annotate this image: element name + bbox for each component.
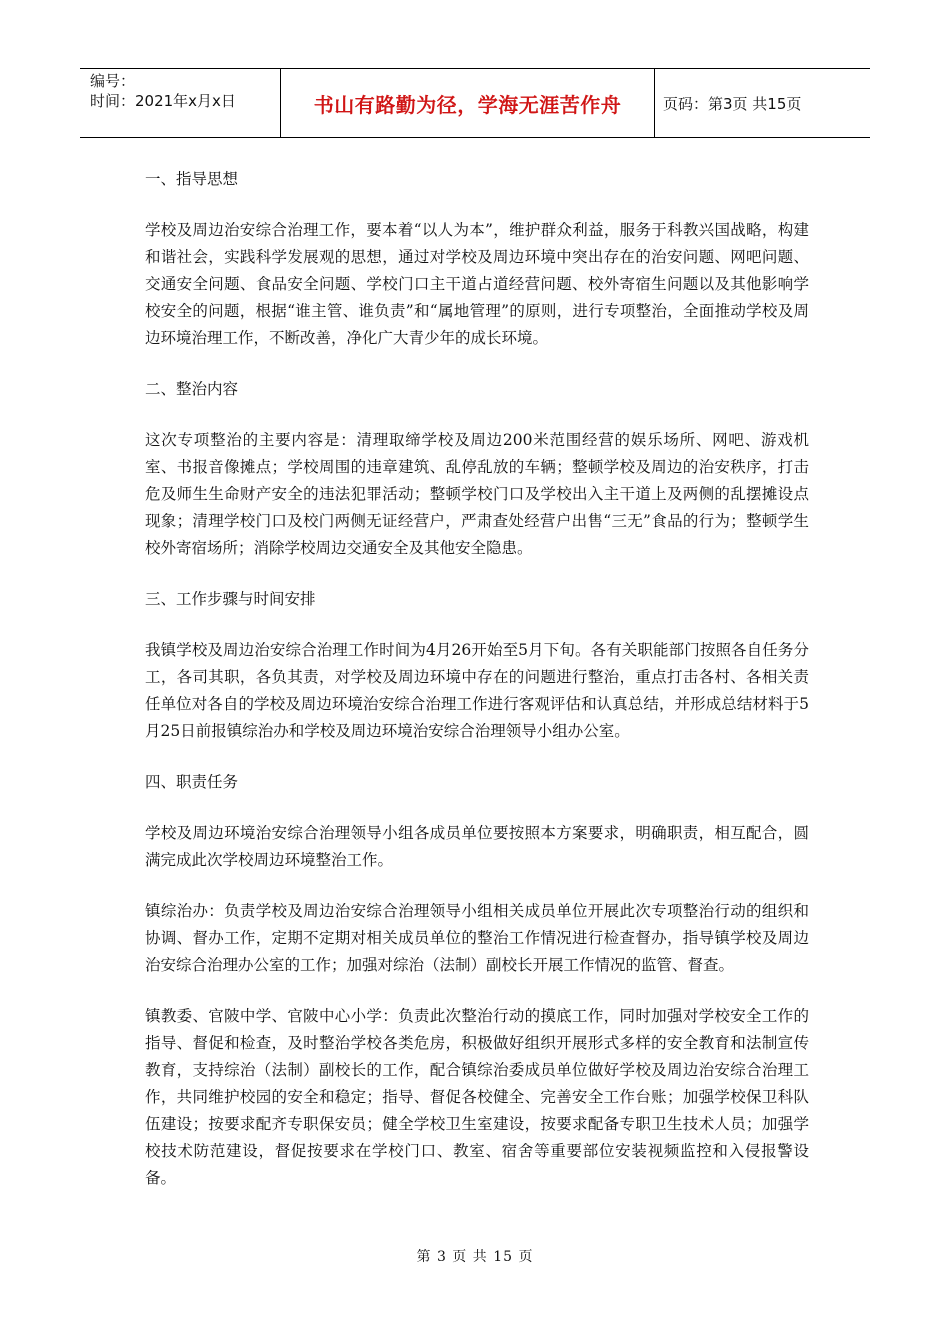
header-meta (80, 69, 281, 137)
page-header (80, 68, 870, 138)
section-heading-rectification-content: 二、整治内容 (145, 380, 239, 398)
header-motto: 书山有路勤为径，学海无涯苦作舟 (281, 69, 655, 137)
header-page-info: 页码：第3页 共15页 (663, 94, 802, 113)
section-heading-guiding-thought: 一、指导思想 (145, 170, 239, 188)
body-paragraph: 镇综治办：负责学校及周边治安综合治理领导小组相关成员单位开展此次专项整治行动的组织和协调、督办工作，定期不定期对相关成员单位的整治工作情况进行检查督办，指导镇学校及周边治安综合治理办公室的工作；加强对综治（法制）副校长开展工作情况的监管、督查。 (145, 902, 809, 974)
body-paragraph: 学校及周边治安综合治理工作，要本着“以人为本”，维护群众利益，服务于科教兴国战略，构建和谐社会，实践科学发展观的思想，通过对学校及周边环境中突出存在的治安问题、网吧问题、交通安全问题、食品安全问题、学校门口主干道占道经营问题、校外寄宿生问题以及其他影响学校安全的问题，根据“谁主管、谁负责”和“属地管理”的原则，进行专项整治，全面推动学校及周边环境治理工作，不断改善，净化广大青少年的成长环境。 (145, 221, 809, 347)
body-paragraph: 镇教委、官陂中学、官陂中心小学：负责此次整治行动的摸底工作，同时加强对学校安全工作的指导、督促和检查，及时整治学校各类危房，积极做好组织开展形式多样的安全教育和法制宣传教育，支持综治（法制）副校长的工作，配合镇综治委成员单位做好学校及周边治安综合治理工作，共同维护校园的安全和稳定；指导、督促各校健全、完善安全工作台账；加强学校保卫科队伍建设；按要求配齐专职保安员；健全学校卫生室建设，按要求配备专职卫生技术人员；加强学校技术防范建设，督促按要求在学校门口、教室、宿舍等重要部位安装视频监控和入侵报警设备。 (145, 1007, 809, 1187)
section-heading-work-steps: 三、工作步骤与时间安排 (145, 590, 316, 608)
document-number-label: 编号： (90, 72, 136, 90)
section-heading-duties: 四、职责任务 (145, 773, 239, 791)
body-paragraph: 我镇学校及周边治安综合治理工作时间为4月26开始至5月下旬。各有关职能部门按照各自任务分工，各司其职，各负其责，对学校及周边环境中存在的问题进行整治，重点打击各村、各相关责任单位对各自的学校及周边环境治安综合治理工作进行客观评估和认真总结，并形成总结材料于5月25日前报镇综治办和学校及周边环境治安综合治理领导小组办公室。 (145, 641, 809, 740)
document-body (145, 166, 809, 1216)
document-date: 时间：2021年x月x日 (90, 92, 236, 110)
page-footer: 第 3 页 共 15 页 (416, 1249, 534, 1265)
body-paragraph: 这次专项整治的主要内容是：清理取缔学校及周边200米范围经营的娱乐场所、网吧、游戏机室、书报音像摊点；学校周围的违章建筑、乱停乱放的车辆；整顿学校及周边的治安秩序，打击危及师生生命财产安全的违法犯罪活动；整顿学校门口及学校出入主干道上及两侧的乱摆摊设点现象；清理学校门口及校门两侧无证经营户，严肃查处经营户出售“三无”食品的行为；整顿学生校外寄宿场所；消除学校周边交通安全及其他安全隐患。 (145, 431, 809, 557)
body-paragraph: 学校及周边环境治安综合治理领导小组各成员单位要按照本方案要求，明确职责，相互配合，圆满完成此次学校周边环境整治工作。 (145, 824, 809, 869)
